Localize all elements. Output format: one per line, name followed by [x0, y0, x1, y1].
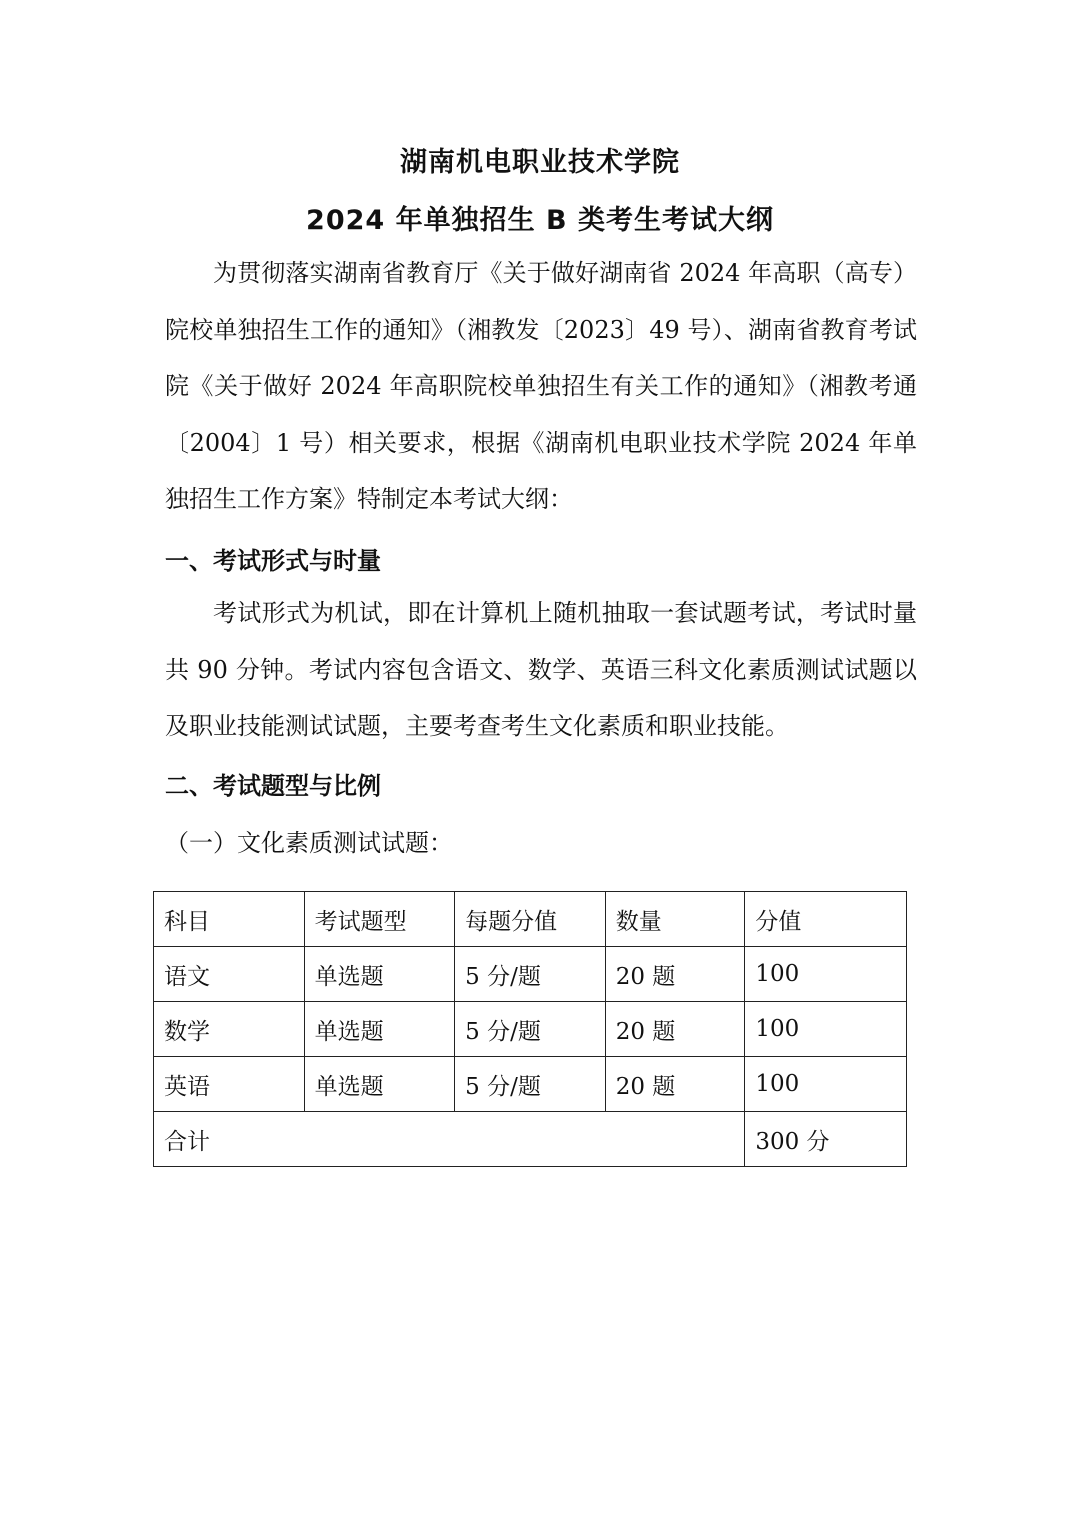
document-title: 湖南机电职业技术学院: [400, 147, 680, 178]
subsection-heading: （一）文化素质测试试题：: [165, 829, 453, 857]
table-total-row: [154, 1112, 907, 1167]
table-row: [154, 1057, 907, 1112]
header-cell: 科目: [154, 892, 305, 947]
table-header-row: [154, 892, 907, 947]
table-row: [154, 947, 907, 1002]
header-cell: 考试题型: [304, 892, 455, 947]
total-label-cell: 合计: [154, 1112, 745, 1167]
header-cell: 分值: [745, 892, 907, 947]
table-cell: 20 题: [605, 947, 745, 1002]
intro-paragraph: 为贯彻落实湖南省教育厅《关于做好湖南省 2024 年高职（高专）院校单独招生工作的通知》（湘教发〔2023〕49 号）、湖南省教育考试院《关于做好 2024 年高职院校单独招生有关工作的通知》（湘教考通〔2004〕1 号）相关要求，根据《湖南机电职业技术学院 2024 年单独招生工作方案》特制定本考试大纲：: [165, 259, 917, 513]
table-cell: 语文: [154, 947, 305, 1002]
table-cell: 单选题: [304, 1057, 455, 1112]
section-1-paragraph: 考试形式为机试，即在计算机上随机抽取一套试题考试，考试时量共 90 分钟。考试内容包含语文、数学、英语三科文化素质测试试题以及职业技能测试试题，主要考查考生文化素质和职业技能。: [165, 599, 917, 740]
header-cell: 每题分值: [455, 892, 606, 947]
exam-score-table: [153, 891, 907, 1167]
document-subtitle: 2024 年单独招生 B 类考生考试大纲: [306, 205, 774, 236]
table-cell: 英语: [154, 1057, 305, 1112]
table-cell: 100: [745, 1002, 907, 1057]
table-cell: 100: [745, 947, 907, 1002]
table-cell: 单选题: [304, 1002, 455, 1057]
table-cell: 5 分/题: [455, 1057, 606, 1112]
table-cell: 单选题: [304, 947, 455, 1002]
total-value-cell: 300 分: [745, 1112, 907, 1167]
table-cell: 100: [745, 1057, 907, 1112]
section-heading-2: 二、考试题型与比例: [165, 772, 381, 800]
table-cell: 20 题: [605, 1057, 745, 1112]
header-cell: 数量: [605, 892, 745, 947]
table-cell: 数学: [154, 1002, 305, 1057]
table-cell: 5 分/题: [455, 947, 606, 1002]
table-cell: 20 题: [605, 1002, 745, 1057]
table-row: [154, 1002, 907, 1057]
table-cell: 5 分/题: [455, 1002, 606, 1057]
section-heading-1: 一、考试形式与时量: [165, 547, 381, 575]
